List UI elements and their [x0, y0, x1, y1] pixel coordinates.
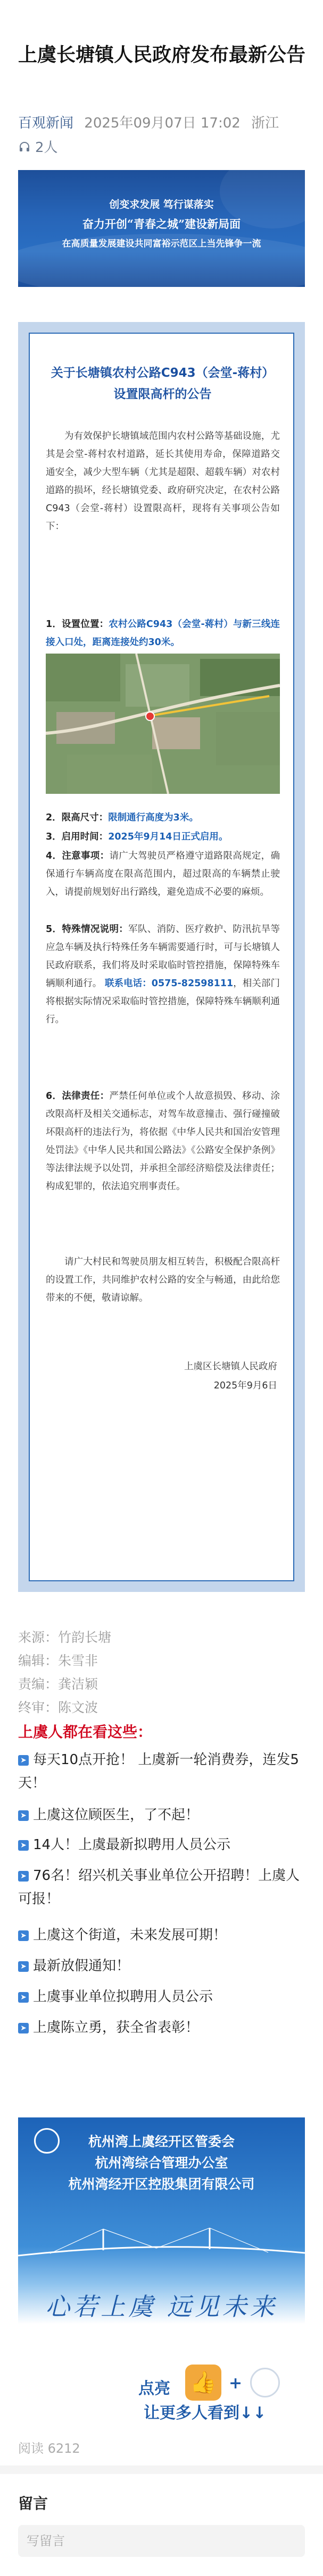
related-item[interactable] — [18, 1923, 308, 1947]
like-prompt — [138, 2365, 309, 2422]
item-label: 2．限高尺寸： — [46, 812, 109, 823]
banner-line: 创变求发展 笃行谋落实 — [109, 199, 214, 210]
related-item-label: 上虞事业单位拟聘用人员公示 — [33, 1989, 213, 2005]
item-value: 2025年9月14日正式启用。 — [108, 832, 228, 842]
credit-editor: 编辑：朱雪非 — [18, 1653, 98, 1668]
link-icon: ➤ — [18, 1840, 29, 1851]
plus-icon: + — [229, 2374, 243, 2393]
notice-card — [18, 322, 305, 1592]
notice-item-location — [46, 615, 280, 651]
related-item-label: 每天10点开抢！ 上虞新一轮消费券，连发5天！ — [18, 1752, 299, 1791]
related-item[interactable] — [18, 1803, 308, 1827]
publish-datetime: 2025年09月07日 17:02 — [84, 115, 241, 131]
item-label: 1．设置位置： — [46, 619, 109, 630]
top-banner — [18, 170, 305, 287]
intro-text: 为有效保护长塘镇域范围内农村公路等基础设施，尤其是会堂-蒋村农村道路，延长其使用寿命，保障道路交通安全，减少大型车辆（尤其是超限、超载车辆）对农村道路的损坏，经长塘镇党委、政府研究决定，在农村公路C943（会堂-蒋村）设置限高杆，现将有关事项公告如下： — [46, 431, 280, 532]
credit-reviewer: 责编：龚洁颖 — [18, 1676, 98, 1692]
related-item-label: 上虞这个街道，未来发展可期！ — [33, 1927, 227, 1943]
link-icon: ➤ — [18, 1755, 29, 1766]
article-meta — [18, 113, 308, 134]
listen-count: 2人 — [35, 140, 58, 156]
notice-closing — [46, 1253, 280, 1307]
related-item[interactable] — [18, 1985, 308, 2009]
notice-item-special — [46, 920, 280, 1029]
notice-item-height — [46, 809, 280, 827]
banner-line: 在高质量发展建设共同富裕示范区上当先锋争一流 — [62, 239, 261, 249]
ad-line: 杭州湾上虞经开区管委会 — [88, 2134, 235, 2149]
ad-banner[interactable] — [18, 2117, 305, 2404]
link-icon: ➤ — [18, 1810, 29, 1821]
related-item-label: 76名！绍兴机关事业单位公开招聘！上虞人可报！ — [18, 1868, 300, 1907]
link-icon: ➤ — [18, 2023, 29, 2033]
link-icon: ➤ — [18, 1871, 29, 1882]
notice-title — [40, 362, 285, 405]
location-map — [46, 654, 280, 794]
read-count: 阅读 6212 — [18, 2441, 80, 2456]
related-item[interactable] — [18, 1954, 308, 1978]
credit-source: 来源：竹韵长塘 — [18, 1630, 112, 1645]
like-prompt-text: 点亮 — [138, 2379, 170, 2398]
notice-item-date — [46, 828, 280, 846]
thumbs-up-icon[interactable]: 👍 — [185, 2365, 221, 2401]
link-icon: ➤ — [18, 1992, 29, 2003]
related-item[interactable] — [18, 1833, 308, 1857]
ad-line: 杭州湾经开区控股集团有限公司 — [68, 2176, 255, 2192]
related-item-label: 上虞这位顾医生，了不起！ — [33, 1807, 200, 1823]
item-value: 严禁任何单位或个人故意损毁、移动、涂改限高杆及相关交通标志，对驾车故意撞击、强行碰撞破坏限高杆的违法行为，将依据《中华人民共和国治安管理处罚法》《中华人民共和国公路法》《公路安全保护条例》等法律法规予以处罚，并承担全部经济赔偿及法律责任；构成犯罪的，依法追究刑事责任。 — [46, 1091, 280, 1192]
bridge-graphic — [18, 2224, 305, 2266]
related-item-label: 14人！上虞最新拟聘用人员公示 — [33, 1837, 231, 1853]
source-link[interactable]: 百观新闻 — [18, 115, 74, 131]
article-title: 上虞长塘镇人民政府发布最新公告 — [18, 44, 306, 66]
item-value: 农村公路C943（会堂-蒋村）与新三线连接入口处，距离连接处约30米。 — [46, 619, 280, 648]
related-item[interactable] — [18, 2016, 308, 2039]
notice-title-line: 关于长塘镇农村公路C943（会堂-蒋村） — [51, 366, 275, 380]
link-icon: ➤ — [18, 1961, 29, 1972]
link-icon: ➤ — [18, 1930, 29, 1941]
related-item[interactable] — [18, 1864, 308, 1911]
related-item[interactable] — [18, 1748, 308, 1795]
banner-line: 奋力开创“青春之城”建设新局面 — [82, 217, 241, 231]
item-value: 请广大驾驶员严格遵守道路限高规定，确保通行车辆高度在限高范围内，超过限高的车辆禁止驶入，请提前规划好出行路线，避免造成不必要的麻烦。 — [46, 851, 280, 897]
comment-heading: 留言 — [18, 2495, 48, 2512]
headphones-icon — [18, 140, 31, 153]
region-label: 浙江 — [251, 115, 279, 131]
related-item-label: 上虞陈立勇，获全省表彰！ — [33, 2020, 200, 2036]
item-value: 限制通行高度为3米。 — [108, 812, 198, 823]
notice-title-line: 设置限高杆的公告 — [113, 387, 212, 401]
listen-button[interactable] — [18, 137, 58, 156]
signature-org: 上虞区长塘镇人民政府 — [184, 1361, 277, 1372]
related-item-label: 最新放假通知！ — [33, 1958, 130, 1974]
credits — [18, 1626, 305, 1719]
like-prompt-subtext: 让更多人看到↓↓ — [144, 2404, 267, 2422]
contact-phone[interactable]: 联系电话：0575-82598111 — [105, 978, 234, 989]
item-label: 6．法律责任： — [46, 1091, 110, 1101]
signature-date: 2025年9月6日 — [213, 1380, 277, 1391]
related-heading: 上虞人都在看这些： — [18, 1723, 153, 1741]
wow-icon[interactable] — [250, 2368, 280, 2397]
closing-text: 请广大村民和驾驶员朋友相互转告，积极配合限高杆的设置工作，共同维护农村公路的安全与畅通，由此给您带来的不便，敬请谅解。 — [46, 1257, 280, 1303]
notice-intro — [46, 427, 280, 536]
item-value-tail: ，相关部门将根据实际情况采取临时管控措施，保障特殊车辆顺利通行。 — [46, 978, 280, 1025]
notice-item-notes — [46, 847, 280, 901]
item-label: 5．特殊情况说明： — [46, 924, 129, 935]
ad-calligraphy: 心若上虞 远见未来 — [45, 2292, 278, 2321]
section-divider — [0, 2465, 323, 2474]
item-label: 3．启用时间： — [46, 832, 109, 842]
item-label: 4．注意事项： — [46, 851, 110, 861]
notice-body — [29, 333, 294, 1581]
road-path — [46, 654, 280, 794]
notice-item-legal — [46, 1087, 280, 1196]
credit-final: 终审：陈文波 — [18, 1700, 98, 1715]
item-value: 军队、消防、医疗救护、防汛抗旱等应急车辆及执行特殊任务车辆需要通行时，可与长塘镇人民政府联系，我们将及时采取临时管控措施，保障特殊车辆顺利通行。 — [46, 924, 280, 989]
comment-input[interactable]: 写留言 — [18, 2525, 305, 2557]
ad-line: 杭州湾综合管理办公室 — [95, 2155, 228, 2171]
